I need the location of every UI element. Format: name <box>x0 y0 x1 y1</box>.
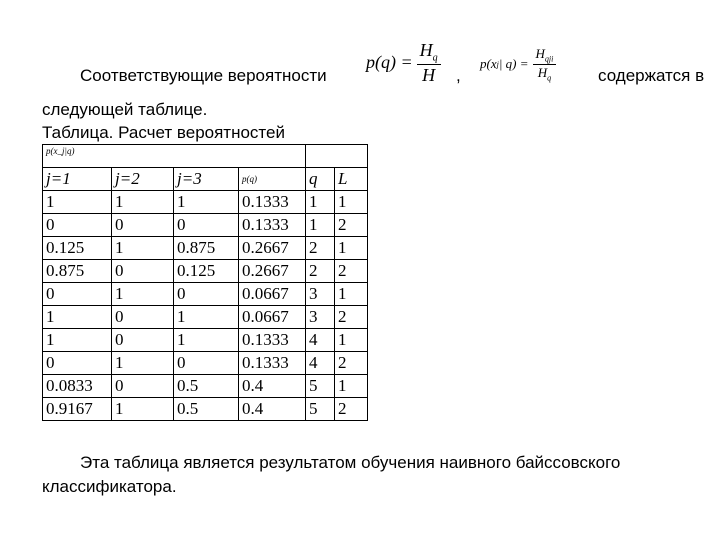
formula-pxq-numerator: H <box>535 46 545 61</box>
formula-pxq-numerator-sub: qji <box>544 54 554 64</box>
table-cell: 1 <box>112 283 174 306</box>
table-cell: 0.2667 <box>239 237 306 260</box>
table-caption: Таблица. Расчет вероятностей <box>42 123 285 142</box>
table-cell: 1 <box>112 398 174 421</box>
table-row <box>43 398 368 421</box>
table-cell: 0.125 <box>174 260 239 283</box>
formula-pxq-denominator: H <box>537 64 548 80</box>
table-cell: 5 <box>306 375 335 398</box>
table-cell: 0 <box>112 306 174 329</box>
table-cell: 1 <box>174 329 239 352</box>
table-row <box>43 214 368 237</box>
table-cell: 1 <box>335 375 368 398</box>
table-cell: 1 <box>335 237 368 260</box>
table-cell: 1 <box>112 352 174 375</box>
header-pxq-cell: p(x_j|q) <box>43 145 306 168</box>
formula-pxq <box>480 46 556 82</box>
table-cell: 2 <box>335 398 368 421</box>
header-j2: j=2 <box>112 168 174 191</box>
table-cell: 0.875 <box>43 260 112 283</box>
table-cell: 0.2667 <box>239 260 306 283</box>
header-j3: j=3 <box>174 168 239 191</box>
table-cell: 0.0833 <box>43 375 112 398</box>
header-pq: p(q) <box>239 168 306 191</box>
table-cell: 0.1333 <box>239 214 306 237</box>
table-cell: 0.4 <box>239 375 306 398</box>
table-cell: 2 <box>335 260 368 283</box>
formula-pq-numerator: H <box>419 40 433 60</box>
table-row <box>43 329 368 352</box>
table-cell: 0 <box>43 214 112 237</box>
formula-pq <box>366 40 441 86</box>
formula-pxq-denominator-sub: q <box>547 73 552 83</box>
footer-text-line2: классификатора. <box>42 477 177 496</box>
table-row <box>43 306 368 329</box>
table-cell: 0.1333 <box>239 329 306 352</box>
formula-pq-lhs: p(q) = <box>366 52 413 73</box>
formula-pq-denominator: H <box>422 64 436 85</box>
formula-comma: , <box>456 66 461 85</box>
table-cell: 0.4 <box>239 398 306 421</box>
formula-pxq-lhs: p(x <box>480 56 497 72</box>
table-cell: 1 <box>335 283 368 306</box>
table-cell: 1 <box>174 191 239 214</box>
table-cell: 1 <box>43 306 112 329</box>
header-j1: j=1 <box>43 168 112 191</box>
table-cell: 1 <box>112 237 174 260</box>
table-cell: 2 <box>306 237 335 260</box>
table-cell: 0.1333 <box>239 191 306 214</box>
table-cell: 0.5 <box>174 375 239 398</box>
table-cell: 0 <box>112 329 174 352</box>
table-row <box>43 352 368 375</box>
table-cell: 1 <box>43 191 112 214</box>
table-cell: 1 <box>306 191 335 214</box>
table-cell: 2 <box>335 214 368 237</box>
table-cell: 1 <box>335 191 368 214</box>
table-cell: 0.1333 <box>239 352 306 375</box>
footer-text: Эта таблица является результатом обучения наивного байссовского <box>80 453 621 472</box>
table-cell: 1 <box>306 214 335 237</box>
table-cell: 0.0667 <box>239 283 306 306</box>
table-row <box>43 260 368 283</box>
header-empty-cell <box>306 145 368 168</box>
table-cell: 5 <box>306 398 335 421</box>
table-cell: 2 <box>306 260 335 283</box>
table-row <box>43 191 368 214</box>
table-cell: 3 <box>306 306 335 329</box>
probability-table <box>42 144 368 421</box>
table-cell: 0 <box>112 260 174 283</box>
table-cell: 4 <box>306 329 335 352</box>
table-row <box>43 237 368 260</box>
header-q: q <box>306 168 335 191</box>
table-cell: 2 <box>335 306 368 329</box>
table-cell: 1 <box>43 329 112 352</box>
table-cell: 0 <box>174 352 239 375</box>
formula-pxq-lhs-sub: j <box>496 59 499 69</box>
table-cell: 0 <box>43 352 112 375</box>
intro-text: Соответствующие вероятности <box>80 66 327 85</box>
table-cell: 0.125 <box>43 237 112 260</box>
table-header-row-2 <box>43 168 368 191</box>
table-cell: 2 <box>335 352 368 375</box>
table-cell: 0 <box>43 283 112 306</box>
formula-pxq-lhs-end: | q) = <box>498 56 529 72</box>
table-cell: 1 <box>335 329 368 352</box>
table-cell: 0.0667 <box>239 306 306 329</box>
formula-pq-numerator-sub: q <box>432 52 438 64</box>
table-header-row-1 <box>43 145 368 168</box>
table-cell: 4 <box>306 352 335 375</box>
table-cell: 0.5 <box>174 398 239 421</box>
table-cell: 0.9167 <box>43 398 112 421</box>
table-cell: 3 <box>306 283 335 306</box>
header-l: L <box>335 168 368 191</box>
table-cell: 0 <box>174 283 239 306</box>
table-cell: 0 <box>112 214 174 237</box>
table-row <box>43 375 368 398</box>
table-cell: 0 <box>174 214 239 237</box>
table-cell: 0 <box>112 375 174 398</box>
intro-text-line2: следующей таблице. <box>42 100 208 119</box>
table-cell: 0.875 <box>174 237 239 260</box>
table-cell: 1 <box>174 306 239 329</box>
table-cell: 1 <box>112 191 174 214</box>
table-row <box>43 283 368 306</box>
intro-text-end: содержатся в <box>598 66 705 85</box>
